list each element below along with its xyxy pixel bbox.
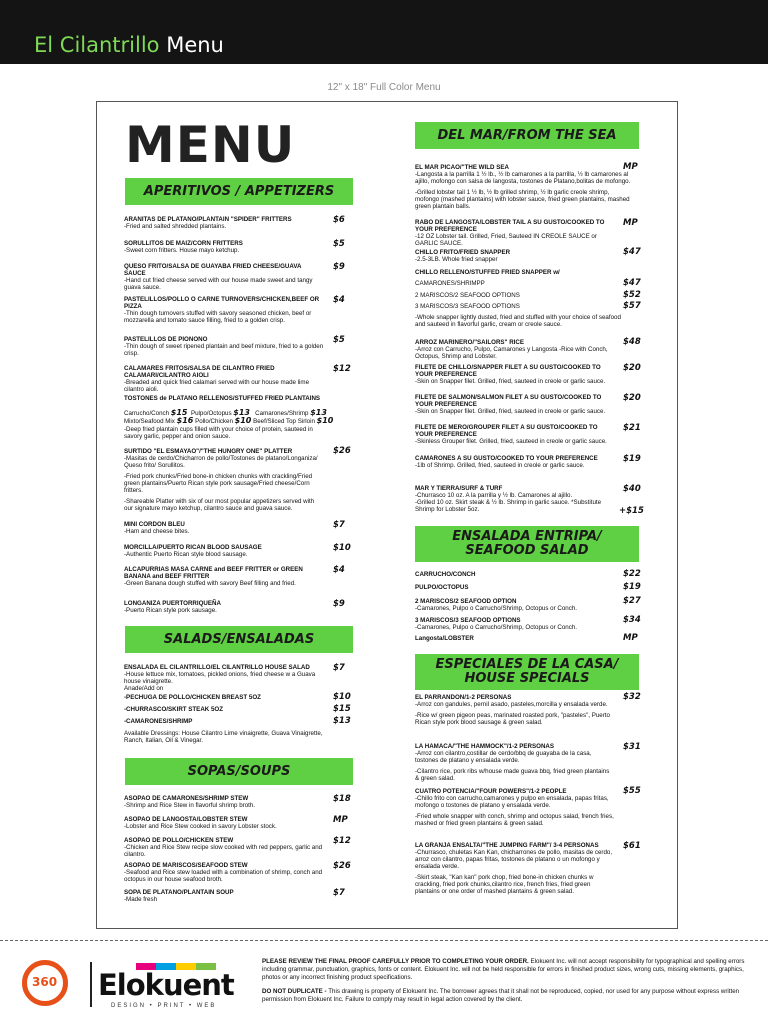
menu-price: $48 [623, 337, 641, 347]
tostones-name: TOSTONES de PLATANO RELLENOS/STUFFED FRIED PLANTAINS [124, 395, 321, 402]
menu-item: RABO DE LANGOSTA/LOBSTER TAIL A SU GUSTO/COOKED TO YOUR PREFERENCE -12 OZ Lobster tail. Grilled, Fried, Sauteed IN CREOLE SAUCE or GARLIC SAUCE. [415, 219, 605, 247]
logo-number: 360 [32, 975, 58, 989]
chillo-desc: -Whole snapper lightly dusted, fried and stuffed with your choice of seafood and sauteed in flavorful garlic, cream or creole sauce. [415, 314, 621, 328]
menu-price: MP [333, 815, 348, 825]
menu-price: MP [623, 633, 638, 643]
menu-price: $26 [333, 446, 351, 456]
menu-item: ASOPAO DE CAMARONES/SHRIMP STEW -Shrimp and Rice Stew in flavorful shrimp broth. [124, 795, 256, 809]
page-title [34, 33, 224, 57]
tostones-desc: -Deep fried plantain cups filled with your choice of protein, sauteed in savory garlic, pepper and onion sauce. [124, 426, 313, 440]
menu-price: $20 [623, 393, 641, 403]
top-bar [0, 0, 768, 64]
menu-item: CARRUCHO/CONCH [415, 571, 476, 578]
menu-item: EL PARRANDON/1-2 PERSONAS -Arroz con gandules, pernil asado, pasteles,morcilla y ensalada verde. -Rice w/ green pigeon peas, marinated roasted pork, "pasteles", Puerto Rican style pork blood sausage & green salad. [415, 694, 610, 726]
chillo-option: 2 MARISCOS/2 SEAFOOD OPTIONS [415, 292, 520, 299]
chillo-option: 3 MARISCOS/3 SEAFOOD OPTIONS [415, 303, 520, 310]
menu-price: $12 [333, 364, 351, 374]
menu-price: $10 [333, 692, 351, 702]
menu-item: PASTELILLOS DE PIONONO -Thin dough of sweet ripened plantain and beef mixture, fried to a golden crisp. [124, 336, 324, 357]
menu-sheet [96, 101, 678, 929]
menu-price: $47 [623, 278, 641, 288]
menu-item: CUATRO POTENCIA/"FOUR POWERS"/1-2 PEOPLE -Chillo frito con carrucho,camarones y pulpo en ensalada, papas fritas, mofongo o tostones de platano y ensalada verde. -Fried whole snapper with conch, shrimp and octopus salad, french fries, mashed or fried green plantains & green salad. [415, 788, 614, 827]
soups-banner: SOPAS/SOUPS [125, 758, 353, 785]
menu-item: SURTIDO "EL ESMAYAO"/"THE HUNGRY ONE" PLATTER -Masitas de cerdo/Chicharron de pollo/Tostones de platano/Longaniza/ Queso frito/ Sorullitos. -Fried pork chunks/Fried bone-in chicken chunks with crackling/Fried green plantains/Puerto Rican style pork sausage/Fried cheese/Corn fritters. -Shareable Platter with six of our most popular appetizers served with our signature mayo ketchup, cilantro sauce and guava sauce. [124, 448, 318, 512]
menu-price: $18 [333, 794, 351, 804]
appetizers-banner: APERITIVOS / APPETIZERS [125, 178, 353, 205]
menu-item: ARANITAS DE PLATANO/PLANTAIN "SPIDER" FRITTERS -Fried and salted shredded plantains. [124, 216, 292, 230]
salads-banner: SALADS/ENSALADAS [125, 626, 353, 653]
menu-price: $55 [623, 786, 641, 796]
disclaimer: PLEASE REVIEW THE FINAL PROOF CAREFULLY PRIOR TO COMPLETING YOUR ORDER. Elokuent Inc. will not accept responsibility for typographical and spelling errors including grammar, punctuation, graphics, fonts or content. Elokuent Inc. will not be held responsible for errors in finished product sizes, wrong cuts, missing elements, graphics, photos or any incorrect finishing product specifications. DO NOT DUPLICATE - This drawing is property of Elokuent Inc. The borrower agrees that it shall not be reproduced, copied, nor used for any purpose without express written permission from Elokuent Inc. Failure to comply may result in legal action covered by the client. [262, 958, 745, 1003]
menu-item: MAR Y TIERRA/SURF & TURF -Churrasco 10 oz. A la parrilla y ½ lb. Camarones al ajillo. -Grilled 10 oz. Skirt steak & ½ lb. Shrimp in garlic sauce. *Substitute Shrimp for Lobster 5oz. [415, 485, 602, 513]
chillo-name: CHILLO RELLENO/STUFFED FRIED SNAPPER w/ [415, 269, 560, 276]
menu-price: $34 [623, 615, 641, 625]
menu-item: FILETE DE MERO/GROUPER FILET A SU GUSTO/COOKED TO YOUR PREFERENCE -Skinless Grouper filet. Grilled, fried, sauteed in creole or garlic sauce. [415, 424, 607, 445]
brand-tagline: DESIGN • PRINT • WEB [111, 1003, 217, 1009]
chillo-option: CAMARONES/SHRIMPP [415, 280, 485, 287]
menu-heading: MENU [125, 116, 296, 174]
entripa-banner: ENSALADA ENTRIPA/ SEAFOOD SALAD [415, 526, 639, 562]
menu-price: $21 [623, 423, 641, 433]
menu-price: $52 [623, 290, 641, 300]
menu-item: Langosta/LOBSTER [415, 635, 474, 642]
footer-divider [0, 940, 768, 941]
especiales-banner: ESPECIALES DE LA CASA/ HOUSE SPECIALS [415, 654, 639, 690]
menu-price: $9 [333, 262, 345, 272]
addon-item: -CAMARONES/SHRIMP [124, 718, 193, 725]
title-word: Menu [166, 33, 224, 57]
menu-price: $9 [333, 599, 345, 609]
menu-item: PASTELILLOS/POLLO O CARNE TURNOVERS/CHICKEN,BEEF OR PIZZA -Thin dough turnovers stuffed with savory seasoned chicken, beef or mozzarella and tomato sauce filling, fried to a golden crisp. [124, 296, 320, 324]
menu-item: FILETE DE SALMON/SALMON FILET A SU GUSTO/COOKED TO YOUR PREFERENCE -Skin on Snapper filet. Grilled, fried, sauteed in creole or garlic sauce. [415, 394, 606, 415]
menu-item: ASOPAO DE LANGOSTA/LOBSTER STEW -Lobster and Rice Stew cooked in savory Lobster stock. [124, 816, 277, 830]
sea-banner: DEL MAR/FROM THE SEA [415, 122, 639, 149]
menu-item: MINI CORDON BLEU -Ham and cheese bites. [124, 521, 190, 535]
menu-item: ENSALADA EL CILANTRILLO/EL CILANTRILLO HOUSE SALAD -House lettuce mix, tomatoes, pickled onions, fried cheese w a Guava house vinaigrette. Anade/Add on [124, 664, 316, 692]
menu-price: $40 [623, 484, 641, 494]
brand-name: El Cilantrillo [34, 33, 160, 57]
menu-price: $4 [333, 565, 345, 575]
menu-price: $47 [623, 247, 641, 257]
menu-price: $7 [333, 520, 345, 530]
menu-price: $7 [333, 888, 345, 898]
menu-price: $31 [623, 742, 641, 752]
menu-item: MORCILLA/PUERTO RICAN BLOOD SAUSAGE -Authentic Puerto Rican style blood sausage. [124, 544, 262, 558]
menu-item: CAMARONES A SU GUSTO/COOKED TO YOUR PREFERENCE -1lb of Shrimp. Grilled, fried, sauteed in creole or garlic sauce. [415, 455, 598, 469]
menu-price: $6 [333, 215, 345, 225]
menu-item: CALAMARES FRITOS/SALSA DE CILANTRO FRIED CALAMARI/CILANTRO AIOLI -Breaded and quick fried calamari served with our house made lime cilantro aioli. [124, 365, 310, 393]
menu-item: QUESO FRITO/SALSA DE GUAYABA FRIED CHEESE/GUAVA SAUCE -Hand cut fried cheese served with our house made sweet and tangy guava sauce. [124, 263, 313, 291]
menu-item: LONGANIZA PUERTORRIQUEÑA -Puerto Rican style pork sausage. [124, 600, 221, 614]
menu-price: $7 [333, 663, 345, 673]
menu-item: LA HAMACA/"THE HAMMOCK"/1-2 PERSONAS -Arroz con cilantro,costillar de cerdo/bbq de guayaba de la casa, tostones de platano y ensalada verde. -Cilantro rice, pork ribs w/house made guava bbq, fried green plantains & green salad. [415, 743, 610, 782]
menu-price: $61 [623, 841, 641, 851]
menu-price: $26 [333, 861, 351, 871]
menu-item: FILETE DE CHILLO/SNAPPER FILET A SU GUSTO/COOKED TO YOUR PREFERENCE -Skin on Snapper filet. Grilled, fried, sauteed in creole or garlic sauce. [415, 364, 606, 385]
menu-price-extra: +$15 [619, 506, 644, 516]
menu-item: EL MAR PICAO/"THE WILD SEA -Langosta a la parrilla 1 ½ lb., ½ lb camarones a la parrilla, ½ lb camarones al ajillo, mofongo con salsa de langosta, tostones de Platano,bolitas de mofongo. -Grilled lobster tail 1 ½ lb, ½ lb grilled shrimp, ½ lb garlic creole shrimp, mofongo (mashed plantains) with lobster sauce, fried green plantains, mashed green plantain balls. [415, 164, 631, 210]
menu-price: $32 [623, 692, 641, 702]
menu-price: $15 [333, 704, 351, 714]
logo-divider [90, 962, 92, 1007]
menu-item: 3 MARISCOS/3 SEAFOOD OPTIONS -Camarones, Pulpo o Carrucho/Shrimp, Octopus or Conch. [415, 617, 577, 631]
tostones-row: Mixto/Seafood Mix $16 Pollo/Chicken $10 Beef/Sliced Top Sirloin $10 [124, 416, 334, 425]
menu-price: $4 [333, 295, 345, 305]
menu-item: ALCAPURRIAS MASA CARNE and BEEF FRITTER or GREEN BANANA and BEEF FRITTER -Green Banana dough stuffed with savory Beef filling and fried. [124, 566, 303, 587]
menu-item: ARROZ MARINERO/"SAILORS" RICE -Arroz con Carrucho, Pulpo, Camarones y Langosta -Rice with Conch, Octopus, Shrimp and Lobster. [415, 339, 608, 360]
menu-price: $27 [623, 596, 641, 606]
menu-item: SOPA DE PLATANO/PLANTAIN SOUP -Made fresh [124, 889, 234, 903]
tostones-row: Carrucho/Conch $15 Pulpo/Octopus $13 Camarones/Shrimp $13 [124, 408, 327, 417]
menu-item: ASOPAO DE MARISCOS/SEAFOOD STEW -Seafood and Rice stew loaded with a combination of shrimp, conch and octopus in our house seafood broth. [124, 862, 323, 883]
menu-price: $20 [623, 363, 641, 373]
menu-price: $57 [623, 301, 641, 311]
menu-item: SORULLITOS DE MAIZ/CORN FRITTERS -Sweet corn fritters. House mayo ketchup. [124, 240, 243, 254]
menu-price: $10 [333, 543, 351, 553]
menu-price: $13 [333, 716, 351, 726]
brand-logo-text: Elokuent [98, 968, 234, 1002]
menu-price: $19 [623, 454, 641, 464]
size-note: 12" x 18" Full Color Menu [327, 82, 441, 93]
menu-price: MP [623, 218, 638, 228]
menu-item: PULPO/OCTOPUS [415, 584, 469, 591]
menu-item: LA GRANJA ENSALTA/"THE JUMPING FARM"/ 3-4 PERSONAS -Churrasco, chuletas Kan Kan, chicharrones de pollo, masitas de cerdo, arroz con cilantro, papas fritas, tostones de platano o un mofongo y ensalada verde. -Skirt steak, "Kan kan" pork chop, fried bone-in chicken chunks w crackling, fried pork chunks,cilantro rice, french fries, fried green plantains or one order of mashed plantains & green salad. [415, 842, 613, 895]
menu-price: $12 [333, 836, 351, 846]
menu-item: 2 MARISCOS/2 SEAFOOD OPTION -Camarones, Pulpo o Carrucho/Shrimp, Octopus or Conch. [415, 598, 577, 612]
menu-price: $5 [333, 335, 345, 345]
menu-item: ASOPAO DE POLLO/CHICKEN STEW -Chicken and Rice Stew recipe slow cooked with red peppers, garlic and cilantro. [124, 837, 323, 858]
menu-price: $19 [623, 582, 641, 592]
menu-price: MP [623, 162, 638, 172]
menu-price: $5 [333, 239, 345, 249]
addon-item: -PECHUGA DE POLLO/CHICKEN BREAST 5OZ [124, 694, 261, 701]
menu-item: CHILLO FRITO/FRIED SNAPPER -2.5-3LB. Whole fried snapper [415, 249, 511, 263]
addon-item: -CHURRASCO/SKIRT STEAK 5OZ [124, 706, 224, 713]
dressings-note: Available Dressings: House Cilantro Lime vinaigrette, Guava Vinaigrette, Ranch, Italian, Oil & Vinegar. [124, 730, 323, 744]
menu-price: $22 [623, 569, 641, 579]
